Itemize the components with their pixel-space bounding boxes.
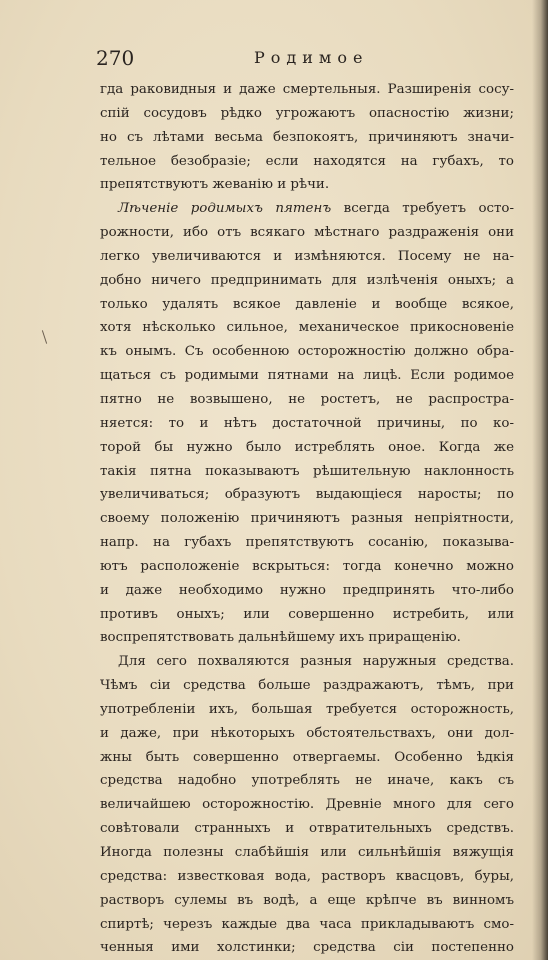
text-line: добно ничего предпринимать для излѣченія оныхъ; а bbox=[100, 272, 514, 288]
text-line: совѣтовали странныхъ и отвратительныхъ средствъ. bbox=[100, 821, 514, 837]
text-line: гда раковидныя и даже смертельныя. Разширенія сосу- bbox=[100, 82, 514, 97]
text-line: и даже, при нѣкоторыхъ обстоятельствахъ, они дол- bbox=[100, 725, 514, 741]
text-line: увеличиваться; образуютъ выдающіеся наросты; по bbox=[100, 487, 514, 503]
text-line: Иногда полезны слабѣйшія или сильнѣйшія вяжущія bbox=[100, 845, 514, 860]
text-line: спій сосудовъ рѣдко угрожаютъ опасностію жизни; bbox=[100, 105, 514, 121]
text-line-rest: всегда требуетъ осто- bbox=[343, 201, 514, 217]
text-line: жны быть совершенно отвергаемы. Особенно ѣдкія bbox=[100, 749, 514, 765]
text-line: и даже необходимо нужно предпринять что-либо bbox=[100, 582, 514, 598]
text-line: легко увеличиваются и измѣняются. Посему не на- bbox=[100, 248, 514, 264]
paragraph-start-line: Для сего похваляются разныя наружныя средства. bbox=[118, 654, 514, 670]
text-line: растворъ сулемы въ водѣ, а еще крѣпче въ винномъ bbox=[100, 892, 514, 908]
text-line: препятствуютъ жеванію и рѣчи. bbox=[100, 177, 330, 193]
text-line: воспрепятствовать дальнѣйшему ихъ приращенію. bbox=[100, 630, 461, 646]
text-line: ютъ расположеніе вскрыться: тогда конечно можно bbox=[100, 558, 514, 574]
page-number: 270 bbox=[96, 46, 135, 70]
running-head: Родимое bbox=[254, 48, 369, 67]
text-line: но съ лѣтами весьма безпокоятъ, причиняютъ значи- bbox=[100, 129, 514, 145]
text-line: противъ оныхъ; или совершенно истребить, или bbox=[100, 606, 514, 622]
text-line: ченныя ими холстинки; средства сіи постепенно bbox=[100, 940, 514, 956]
page-header bbox=[96, 46, 516, 72]
text-line: средства: известковая вода, растворъ квасцовъ, буры, bbox=[100, 868, 514, 884]
text-line: употребленіи ихъ, большая требуется осторожность, bbox=[100, 701, 514, 717]
text-line: къ онымъ. Съ особенною осторожностію должно обра- bbox=[100, 344, 514, 360]
text-line: пятно не возвышено, не ростетъ, не распростра- bbox=[100, 391, 514, 407]
text-line: торой бы нужно было истреблять оное. Когда же bbox=[100, 439, 514, 455]
paragraph-start-line bbox=[100, 197, 514, 221]
body-text bbox=[100, 78, 514, 960]
text-line: няется: то и нѣтъ достаточной причины, по ко- bbox=[100, 415, 514, 431]
text-line: Чѣмъ сіи средства больше раздражаютъ, тѣмъ, при bbox=[100, 678, 514, 694]
text-line: хотя нѣсколько сильное, механическое прикосновеніе bbox=[100, 320, 514, 336]
book-spine-shadow bbox=[532, 0, 548, 960]
text-line: напр. на губахъ препятствуютъ сосанію, показыва- bbox=[100, 535, 514, 551]
text-line: рожности, ибо отъ всякаго мѣстнаго раздраженія они bbox=[100, 225, 514, 241]
text-line: такія пятна показываютъ рѣшительную наклонность bbox=[100, 463, 514, 479]
text-line: только удалять всякое давленіе и вообще всякое, bbox=[100, 296, 514, 312]
text-line: средства надобно употреблять не иначе, какъ съ bbox=[100, 773, 514, 789]
text-line: тельное безобразіе; если находятся на губахъ, то bbox=[100, 153, 514, 169]
text-line: щаться съ родимыми пятнами на лицѣ. Если родимое bbox=[100, 368, 514, 384]
margin-pencil-mark bbox=[42, 330, 47, 344]
run-in-heading: Лѣченіе родимыхъ пятенъ bbox=[118, 201, 332, 217]
text-line: величайшею осторожностію. Древніе много для сего bbox=[100, 797, 514, 813]
text-line: своему положенію причиняютъ разныя непріятности, bbox=[100, 511, 514, 527]
text-line: спиртѣ; черезъ каждые два часа прикладываютъ смо- bbox=[100, 916, 514, 932]
